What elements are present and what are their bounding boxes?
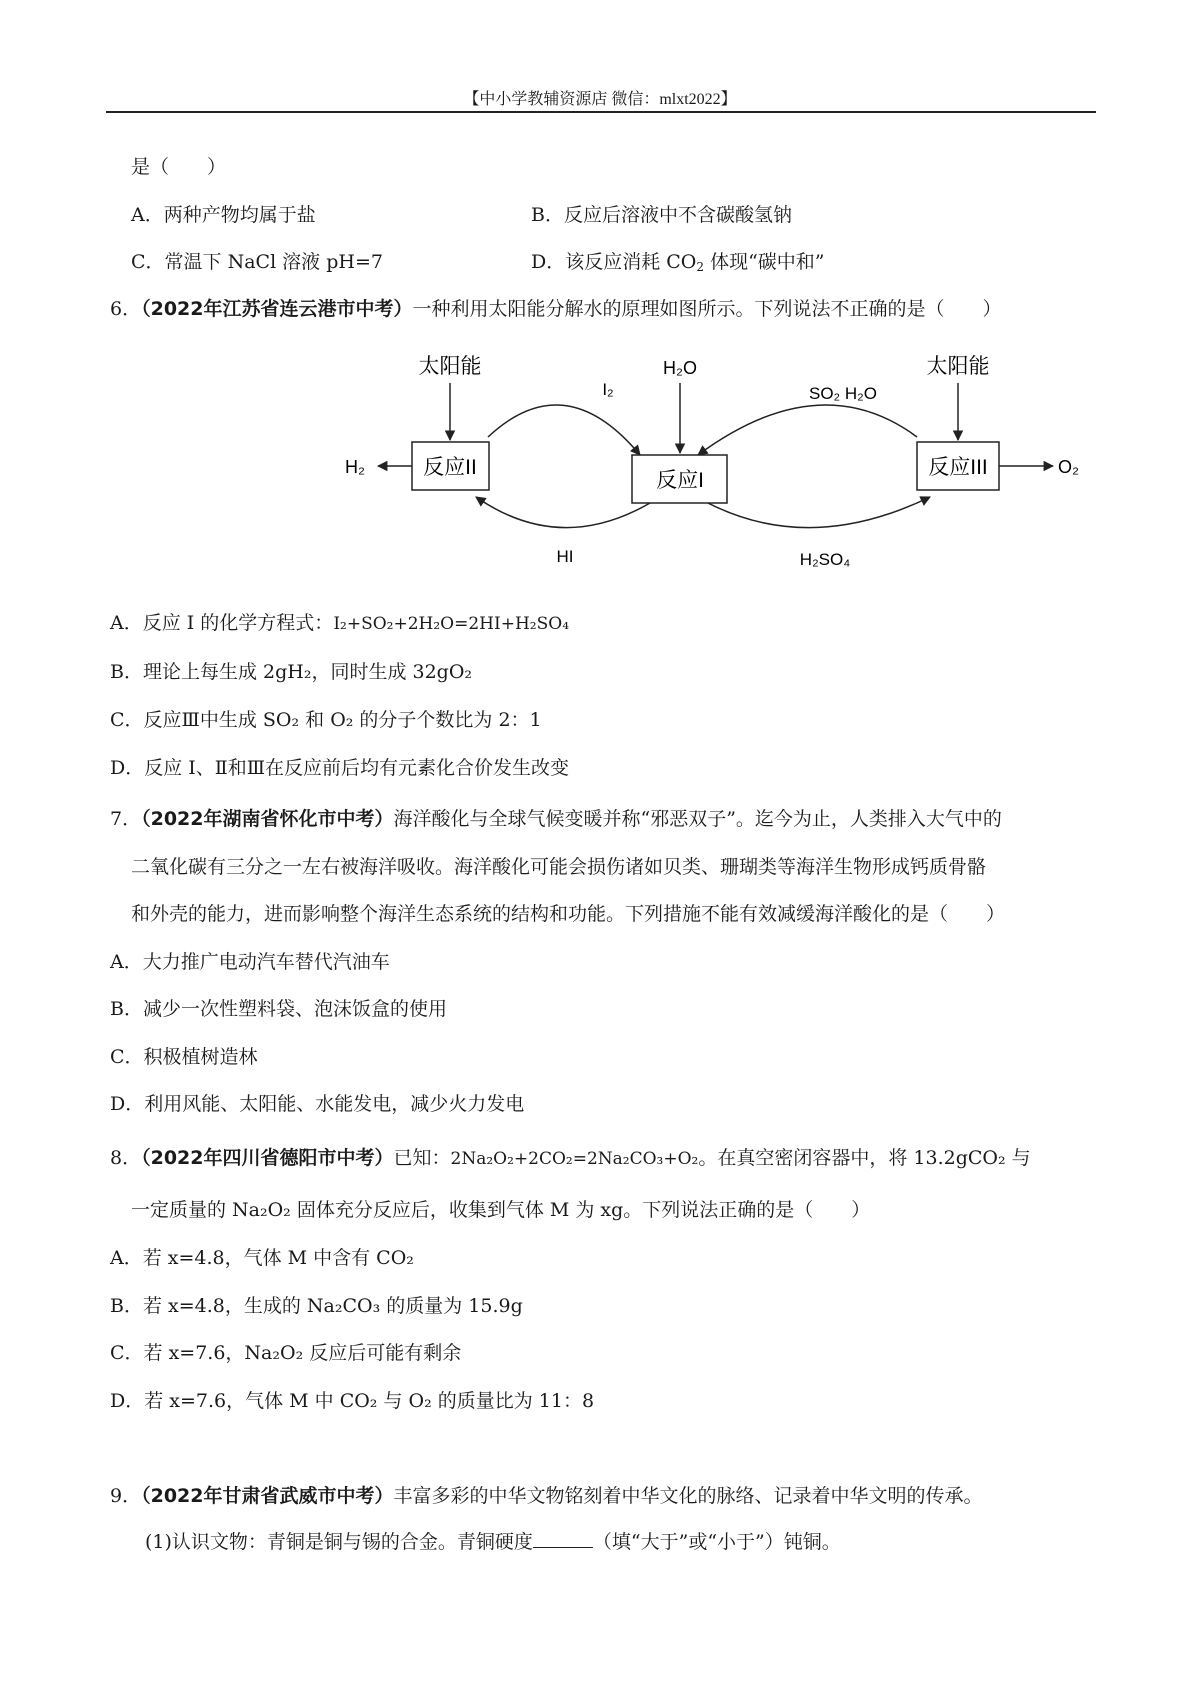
q5-option-b: B．反应后溶液中不含碳酸氢钠: [531, 204, 792, 226]
hi-curve-arrow: [476, 497, 650, 528]
q7-option-c: C．积极植树造林: [110, 1046, 258, 1068]
q9-subquestion-1: (1)认识文物：青铜是铜与锡的合金。青铜硬度 （填“大于”或“小于”）钝铜。: [145, 1531, 841, 1553]
q8-option-a: A．若 x=4.8，气体 M 中含有 CO₂: [110, 1247, 414, 1269]
q7-option-d: D．利用风能、太阳能、水能发电，减少火力发电: [110, 1093, 525, 1115]
reaction-diagram: [345, 345, 1100, 570]
sun-label-right: 太阳能: [926, 355, 990, 378]
o2-output-label: O₂: [1058, 457, 1079, 477]
so2-h2o-label: SO₂ H₂O: [809, 384, 877, 403]
q8-option-c: C．若 x=7.6，Na₂O₂ 反应后可能有剩余: [110, 1342, 462, 1364]
q5-option-d: D．该反应消耗 $CO_2$ 体现“碳中和”: [531, 251, 825, 274]
q8-equation: 2Na₂O₂+2CO₂=2Na₂CO₃+O₂: [450, 1149, 699, 1169]
q8-option-d: D．若 x=7.6，气体 M 中 CO₂ 与 O₂ 的质量比为 11：8: [110, 1390, 595, 1412]
q7-stem-line1: 7．（2022年湖南省怀化市中考）海洋酸化与全球气候变暖并称“邪恶双子”。迄今为止，人类排入大气中的: [110, 808, 1002, 830]
box-reaction-ii-label: 反应II: [423, 456, 477, 479]
q6-option-d: D．反应 I、Ⅱ和Ⅲ在反应前后均有元素化合价发生改变: [110, 757, 570, 779]
q7-stem-line2: 二氧化碳有三分之一左右被海洋吸收。海洋酸化可能会损伤诸如贝类、珊瑚类等海洋生物形成钙质骨骼: [131, 856, 987, 878]
answer-blank[interactable]: [533, 1531, 593, 1548]
q6-option-a: A．反应 I 的化学方程式：I₂+SO₂+2H₂O=2HI+H₂SO₄: [110, 612, 570, 634]
q5-option-c: C．常温下 NaCl 溶液 pH=7: [131, 251, 383, 273]
q9-source: （2022年甘肃省武威市中考）: [141, 1485, 394, 1507]
so2-curve-arrow: [698, 405, 917, 455]
q8-source: （2022年四川省德阳市中考）: [141, 1147, 394, 1169]
q7-option-a: A．大力推广电动汽车替代汽油车: [110, 951, 390, 973]
q7-source: （2022年湖南省怀化市中考）: [141, 808, 394, 830]
i2-curve-arrow: [488, 405, 640, 455]
page-header: 【中小学教辅资源店 微信：mlxt2022】: [463, 91, 737, 108]
h2-output-label: H₂: [345, 457, 365, 477]
box-reaction-i-label: 反应I: [656, 469, 704, 492]
q6-stem: 6．（2022年江苏省连云港市中考）一种利用太阳能分解水的原理如图所示。下列说法不正确的是（ ）: [110, 298, 1002, 320]
box-reaction-iii-label: 反应III: [928, 456, 988, 479]
h2so4-curve-arrow: [708, 497, 930, 528]
q6-source: （2022年江苏省连云港市中考）: [141, 298, 413, 320]
q8-stem-line1: 8．（2022年四川省德阳市中考）已知：2Na₂O₂+2CO₂=2Na₂CO₃+O₂。在真空密闭容器中，将 13.2gCO₂ 与: [110, 1147, 1031, 1169]
h2so4-label: H₂SO₄: [799, 550, 851, 569]
sun-label-left: 太阳能: [418, 355, 482, 378]
q7-stem-line3: 和外壳的能力，进而影响整个海洋生态系统的结构和功能。下列措施不能有效减缓海洋酸化的是（ ）: [131, 903, 1006, 925]
header-divider: [106, 111, 1096, 113]
q5-option-a: A．两种产物均属于盐: [131, 204, 316, 226]
water-label: H₂O: [663, 358, 697, 378]
q7-option-b: B．减少一次性塑料袋、泡沫饭盒的使用: [110, 998, 447, 1020]
q8-stem-line2: 一定质量的 Na₂O₂ 固体充分反应后，收集到气体 M 为 xg。下列说法正确的是（ ）: [131, 1199, 871, 1221]
hi-label: HI: [556, 547, 574, 566]
q9-stem: 9．（2022年甘肃省武威市中考）丰富多彩的中华文物铭刻着中华文化的脉络、记录着中华文明的传承。: [110, 1485, 983, 1507]
q6-option-c: C．反应Ⅲ中生成 SO₂ 和 O₂ 的分子个数比为 2：1: [110, 709, 542, 731]
q6-option-b: B．理论上每生成 2gH₂，同时生成 32gO₂: [110, 661, 473, 683]
i2-label: I₂: [602, 380, 614, 399]
q5-stem-end: 是（ ）: [131, 156, 227, 178]
q8-option-b: B．若 x=4.8，生成的 Na₂CO₃ 的质量为 15.9g: [110, 1295, 523, 1317]
